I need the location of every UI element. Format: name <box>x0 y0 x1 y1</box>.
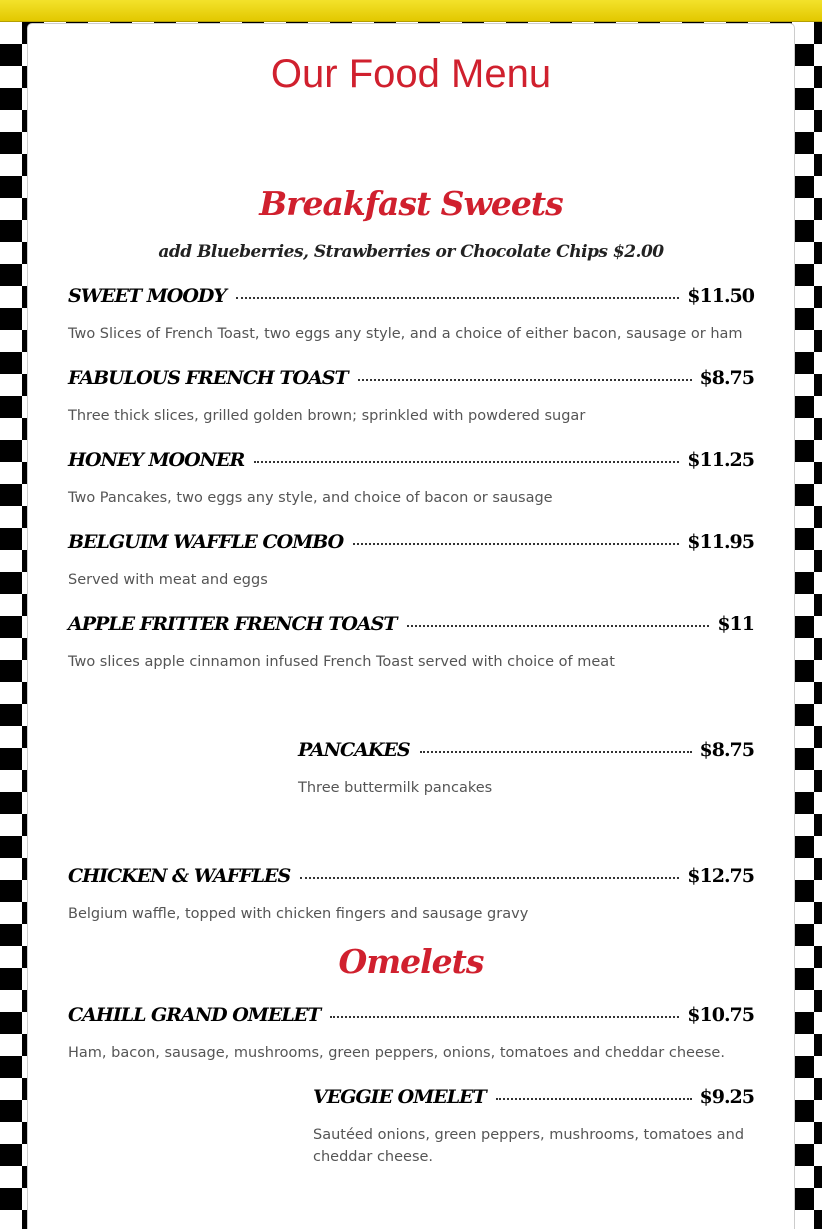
item-price: $11.50 <box>687 285 754 307</box>
item-price: $10.75 <box>687 1004 754 1026</box>
item-description: Ham, bacon, sausage, mushrooms, green peppers, onions, tomatoes and cheddar cheese. <box>68 1045 725 1061</box>
menu-item <box>68 609 754 673</box>
item-name: FABULOUS FRENCH TOAST <box>68 367 348 389</box>
dotted-leader <box>236 297 679 299</box>
dotted-leader <box>407 625 710 627</box>
menu-item <box>68 527 754 591</box>
item-name: PANCAKES <box>298 739 410 761</box>
item-name: APPLE FRITTER FRENCH TOAST <box>68 613 397 635</box>
item-price: $8.75 <box>699 739 754 761</box>
item-description: Three thick slices, grilled golden brown; sprinkled with powdered sugar <box>68 408 586 424</box>
dotted-leader <box>330 1016 679 1018</box>
item-price: $11.95 <box>687 531 754 553</box>
top-yellow-bar <box>0 0 822 22</box>
menu-panel <box>28 24 794 1229</box>
dotted-leader <box>254 461 679 463</box>
menu-item <box>298 735 754 799</box>
item-name: CHICKEN & WAFFLES <box>68 865 291 887</box>
dotted-leader <box>358 379 692 381</box>
page-title: Our Food Menu <box>270 52 552 96</box>
item-name: BELGUIM WAFFLE COMBO <box>68 531 344 553</box>
item-price: $8.75 <box>699 367 754 389</box>
item-price: $9.25 <box>699 1086 754 1108</box>
menu-item <box>68 281 754 345</box>
section-title-omelets: Omelets <box>338 942 484 981</box>
item-description: Three buttermilk pancakes <box>298 780 493 796</box>
section-title-breakfast-sweets: Breakfast Sweets <box>259 184 563 223</box>
item-name: VEGGIE OMELET <box>313 1086 486 1108</box>
menu-item <box>68 861 754 925</box>
item-description: Served with meat and eggs <box>68 572 268 588</box>
item-description: Two Pancakes, two eggs any style, and choice of bacon or sausage <box>68 490 553 506</box>
section-subtitle-breakfast-sweets: add Blueberries, Strawberries or Chocolate Chips $2.00 <box>158 242 664 262</box>
item-name: HONEY MOONER <box>68 449 245 471</box>
dotted-leader <box>353 543 679 545</box>
item-description: Two slices apple cinnamon infused French Toast served with choice of meat <box>68 654 615 670</box>
item-price: $11.25 <box>687 449 754 471</box>
menu-item <box>313 1082 754 1168</box>
item-price: $11 <box>717 613 754 635</box>
dotted-leader <box>300 877 679 879</box>
dotted-leader <box>420 751 692 753</box>
menu-item <box>68 445 754 509</box>
item-description: Sautéed onions, green peppers, mushrooms, tomatoes and cheddar cheese. <box>313 1127 745 1165</box>
item-name: SWEET MOODY <box>68 285 226 307</box>
menu-item <box>68 1000 754 1064</box>
item-name: CAHILL GRAND OMELET <box>68 1004 321 1026</box>
menu-item <box>68 363 754 427</box>
dotted-leader <box>496 1098 692 1100</box>
item-price: $12.75 <box>687 865 754 887</box>
item-description: Belgium waffle, topped with chicken fingers and sausage gravy <box>68 906 529 922</box>
item-description: Two Slices of French Toast, two eggs any style, and a choice of either bacon, sausage or ham <box>68 326 743 342</box>
